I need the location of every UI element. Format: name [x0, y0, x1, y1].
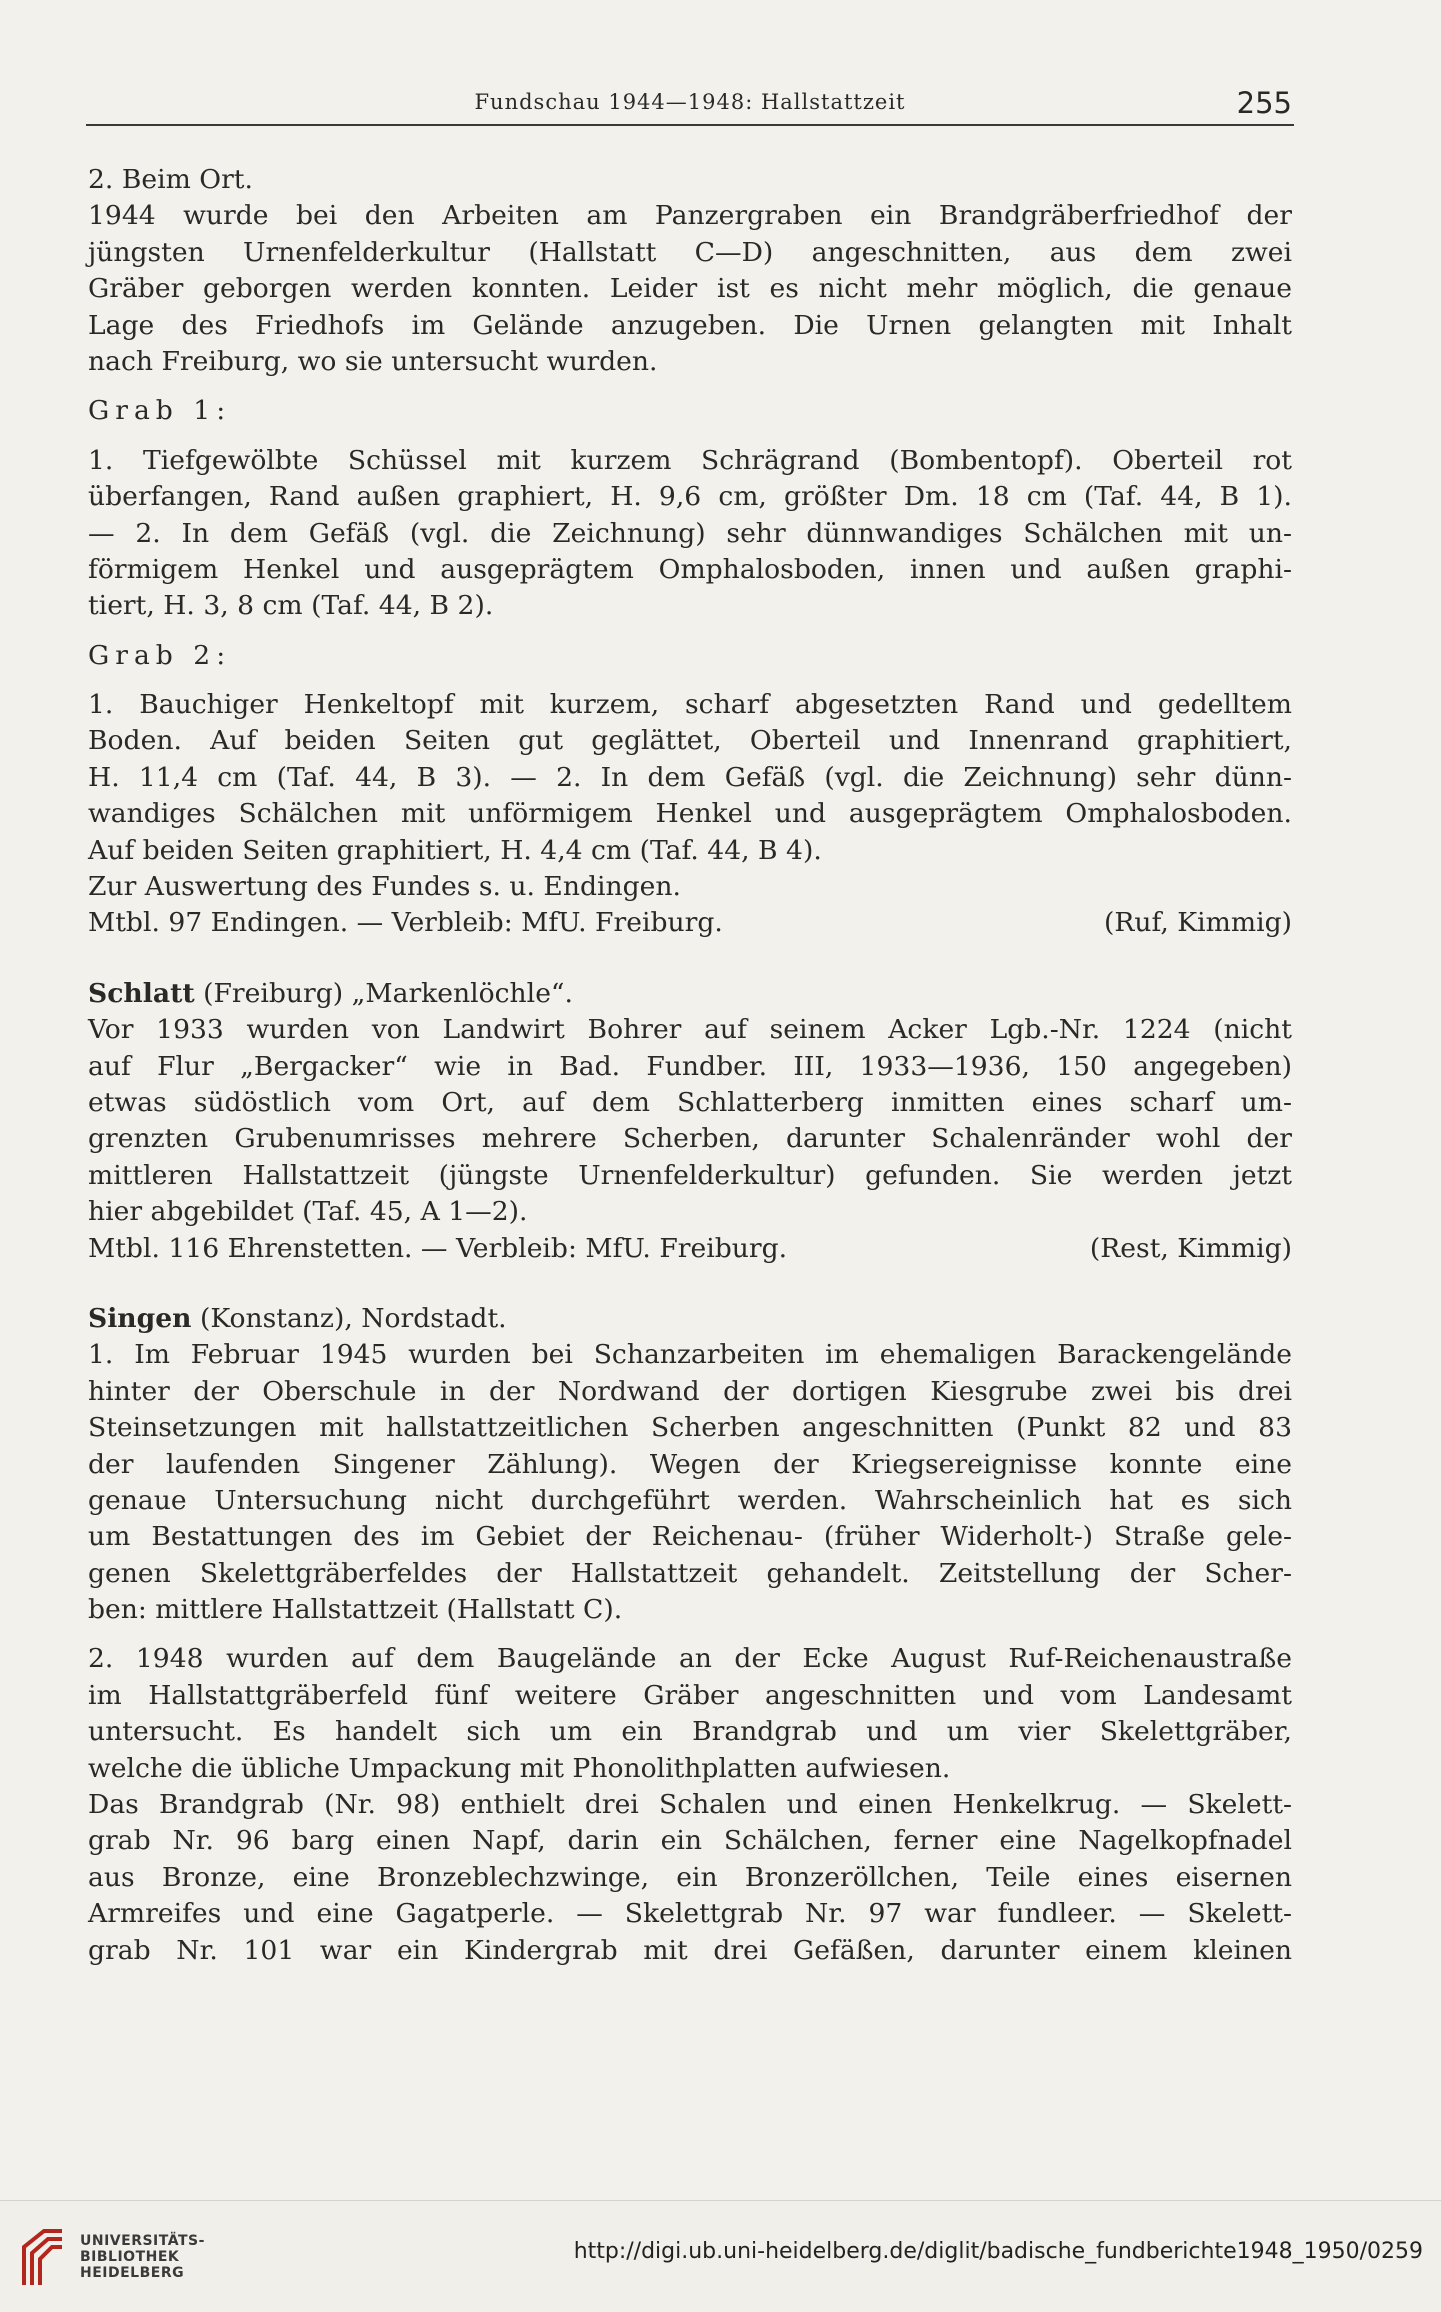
site-name: Schlatt [88, 977, 195, 1009]
text-line: 1. Tiefgewölbte Schüssel mit kurzem Schrägrand (Bombentopf). Oberteil rot [88, 444, 1292, 476]
text-line: Vor 1933 wurden von Landwirt Bohrer auf seinem Acker Lgb.-Nr. 1224 (nicht [88, 1014, 1292, 1046]
text-line: mittleren Hallstattzeit (jüngste Urnenfelderkultur) gefunden. Sie werden jetzt [88, 1159, 1292, 1191]
block-gap [88, 380, 1292, 393]
text-line: aus Bronze, eine Bronzeblechzwinge, ein Bronzeröllchen, Teile eines eisernen [88, 1861, 1292, 1893]
paragraph [88, 869, 1292, 905]
paragraph [88, 1012, 1292, 1230]
map-and-credit-line [88, 905, 1292, 941]
text-line: hinter der Oberschule in der Nordwand der dortigen Kiesgrube zwei bis drei [88, 1375, 1292, 1407]
site-location: (Konstanz), Nordstadt. [191, 1302, 507, 1334]
text-line: grab Nr. 96 barg einen Napf, darin ein Schälchen, ferner eine Nagelkopfnadel [88, 1825, 1292, 1857]
block-gap [88, 942, 1292, 976]
text-line: hier abgebildet (Taf. 45, A 1—2). [88, 1196, 528, 1228]
running-title: Fundschau 1944—1948: Hallstattzeit [474, 90, 906, 114]
text-line: etwas südöstlich vom Ort, auf dem Schlatterberg inmitten eines scharf um- [88, 1086, 1292, 1118]
running-header [88, 86, 1292, 120]
site-name: Singen [88, 1302, 192, 1334]
map-and-credit-line [88, 1231, 1292, 1267]
text-line: Boden. Auf beiden Seiten gut geglättet, Oberteil und Innenrand graphitiert, [88, 725, 1292, 757]
text-line: auf Flur „Bergacker“ wie in Bad. Fundber. III, 1933—1936, 150 angegeben) [88, 1050, 1292, 1082]
permalink-url[interactable]: http://digi.ub.uni-heidelberg.de/diglit/badische_fundberichte1948_1950/0259 [573, 2239, 1423, 2264]
text-line: Lage des Friedhofs im Gelände anzugeben. Die Urnen gelangten mit Inhalt [88, 309, 1292, 341]
block-gap [88, 1628, 1292, 1641]
text-line: im Hallstattgräberfeld fünf weitere Gräber angeschnitten und vom Landesamt [88, 1679, 1292, 1711]
text-line: nach Freiburg, wo sie untersucht wurden. [88, 345, 658, 377]
paragraph [88, 443, 1292, 625]
map-reference: Mtbl. 116 Ehrenstetten. — Verbleib: MfU. Freiburg. [88, 1232, 788, 1264]
text-line: ben: mittlere Hallstattzeit (Hallstatt C). [88, 1594, 623, 1626]
block-gap [88, 1267, 1292, 1301]
map-reference: Mtbl. 97 Endingen. — Verbleib: MfU. Freiburg. [88, 907, 723, 939]
site-heading [88, 1301, 1292, 1337]
text-line: 2. 1948 wurden auf dem Baugelände an der Ecke August Ruf-Reichenaustraße [88, 1643, 1292, 1675]
text-line: H. 11,4 cm (Taf. 44, B 3). — 2. In dem Gefäß (vgl. die Zeichnung) sehr dünn- [88, 761, 1292, 793]
viewer-footer [0, 2200, 1441, 2312]
paragraph [88, 162, 1292, 198]
text-line: Armreifes und eine Gagatperle. — Skelettgrab Nr. 97 war fundleer. — Skelett- [88, 1898, 1292, 1930]
block-gap [88, 625, 1292, 638]
library-name-line: BIBLIOTHEK [80, 2249, 180, 2265]
grave-heading: Grab 1: [88, 395, 232, 427]
ub-heidelberg-logo-icon [18, 2225, 68, 2287]
paragraph [88, 687, 1292, 869]
text-line: jüngsten Urnenfelderkultur (Hallstatt C—D) angeschnitten, aus dem zwei [88, 236, 1292, 268]
block-gap [88, 674, 1292, 687]
text-line: Zur Auswertung des Fundes s. u. Endingen. [88, 871, 681, 903]
text-line: untersucht. Es handelt sich um ein Brandgrab und um vier Skelettgräber, [88, 1716, 1292, 1748]
text-line: grenzten Grubenumrisses mehrere Scherben, darunter Schalenränder wohl der [88, 1123, 1292, 1155]
page-number: 255 [1236, 86, 1292, 120]
text-line: — 2. In dem Gefäß (vgl. die Zeichnung) sehr dünnwandiges Schälchen mit un- [88, 517, 1292, 549]
grave-heading: Grab 2: [88, 639, 232, 671]
text-line: genen Skelettgräberfeldes der Hallstattzeit gehandelt. Zeitstellung der Scher- [88, 1557, 1292, 1589]
text-line: welche die übliche Umpackung mit Phonolithplatten aufwiesen. [88, 1752, 951, 1784]
paragraph [88, 1337, 1292, 1628]
text-line: 1944 wurde bei den Arbeiten am Panzergraben ein Brandgräberfriedhof der [88, 200, 1292, 232]
author-credit: (Rest, Kimmig) [1089, 1232, 1292, 1264]
text-line: der laufenden Singener Zählung). Wegen der Kriegsereignisse konnte eine [88, 1448, 1292, 1480]
library-name-line: HEIDELBERG [80, 2265, 185, 2281]
text-line: Auf beiden Seiten graphitiert, H. 4,4 cm (Taf. 44, B 4). [88, 834, 822, 866]
library-name [80, 2233, 205, 2281]
text-line: Steinsetzungen mit hallstattzeitlichen Scherben angeschnitten (Punkt 82 und 83 [88, 1412, 1292, 1444]
block-gap [88, 430, 1292, 443]
library-name-line: UNIVERSITÄTS- [80, 2233, 205, 2249]
text-line: wandiges Schälchen mit unförmigem Henkel und ausgeprägtem Omphalosboden. [88, 798, 1292, 830]
text-line: 1. Im Februar 1945 wurden bei Schanzarbeiten im ehemaligen Barackengelände [88, 1339, 1292, 1371]
paragraph [88, 1787, 1292, 1969]
header-rule [86, 124, 1294, 126]
text-line: Gräber geborgen werden konnten. Leider ist es nicht mehr möglich, die genaue [88, 273, 1292, 305]
site-heading [88, 976, 1292, 1012]
site-location: (Freiburg) „Markenlöchle“. [194, 977, 573, 1009]
text-line: um Bestattungen des im Gebiet der Reichenau- (früher Widerholt-) Straße gele- [88, 1521, 1292, 1553]
text-line: genaue Untersuchung nicht durchgeführt werden. Wahrscheinlich hat es sich [88, 1484, 1292, 1516]
text-line: grab Nr. 101 war ein Kindergrab mit drei Gefäßen, darunter einem kleinen [88, 1934, 1292, 1966]
text-line: tiert, H. 3, 8 cm (Taf. 44, B 2). [88, 590, 494, 622]
text-line: 2. Beim Ort. [88, 164, 253, 195]
paragraph [88, 198, 1292, 380]
author-credit: (Ruf, Kimmig) [1103, 907, 1292, 939]
text-line: überfangen, Rand außen graphiert, H. 9,6 cm, größter Dm. 18 cm (Taf. 44, B 1). [88, 481, 1292, 513]
text-line: Das Brandgrab (Nr. 98) enthielt drei Schalen und einen Henkelkrug. — Skelett- [88, 1789, 1292, 1821]
text-line: 1. Bauchiger Henkeltopf mit kurzem, scharf abgesetzten Rand und gedelltem [88, 689, 1292, 721]
body-text [88, 162, 1292, 1969]
paragraph [88, 1641, 1292, 1787]
text-line: förmigem Henkel und ausgeprägtem Omphalosboden, innen und außen graphi- [88, 553, 1292, 585]
